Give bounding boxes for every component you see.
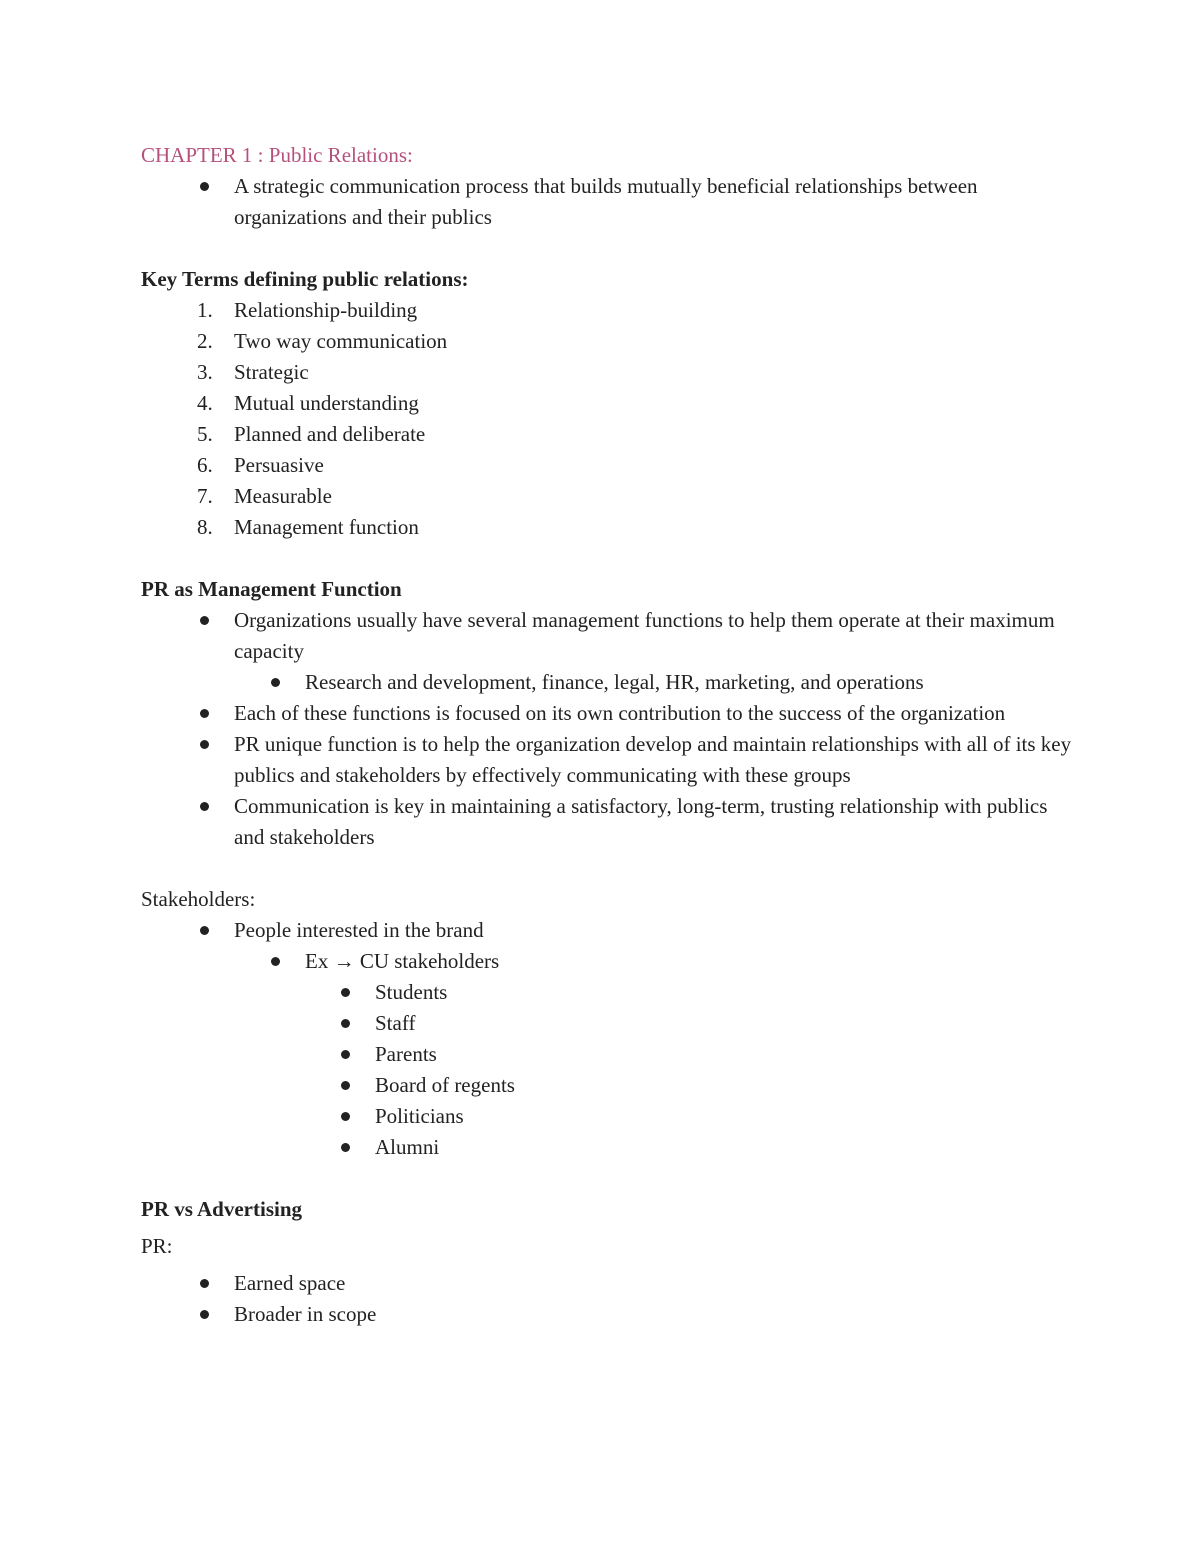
list-item: [141, 698, 1081, 729]
list-item-text: Board of regents: [375, 1073, 515, 1097]
list-item: [141, 481, 1081, 512]
list-item-text: People interested in the brand: [234, 918, 484, 942]
stakeholders-list: [141, 915, 1081, 1163]
bullet-icon: [341, 1143, 350, 1152]
list-number: 7.: [197, 484, 213, 508]
chapter-title-colon: :: [407, 143, 413, 167]
management-list: [141, 605, 1081, 853]
bullet-icon: [341, 1019, 350, 1028]
list-item: [141, 357, 1081, 388]
list-item-text: Politicians: [375, 1104, 464, 1128]
list-item-text: Two way communication: [234, 329, 448, 353]
list-number: 2.: [197, 329, 213, 353]
list-item-text: Management function: [234, 515, 419, 539]
list-item-text: Persuasive: [234, 453, 324, 477]
list-item: [141, 1008, 1081, 1039]
bullet-icon: [200, 740, 209, 749]
bullet-icon: [200, 709, 209, 718]
list-item-text: Earned space: [234, 1271, 346, 1295]
list-number: 8.: [197, 515, 213, 539]
pr-list: [141, 1268, 1081, 1330]
bullet-icon: [341, 1050, 350, 1059]
pr-label: PR:: [141, 1234, 173, 1258]
list-item: [141, 295, 1081, 326]
bullet-icon: [341, 1112, 350, 1121]
list-item: [141, 977, 1081, 1008]
bullet-icon: [341, 988, 350, 997]
list-item: [141, 388, 1081, 419]
list-item-text: Strategic: [234, 360, 309, 384]
bullet-icon: [200, 1310, 209, 1319]
list-item: [141, 667, 1081, 698]
bullet-icon: [271, 678, 280, 687]
list-number: 1.: [197, 298, 213, 322]
list-item-text: Planned and deliberate: [234, 422, 426, 446]
document-page: [141, 140, 1081, 1330]
chapter-definition-list: [141, 171, 1081, 233]
list-item-text: Alumni: [375, 1135, 440, 1159]
list-item-text: PR unique function is to help the organization develop and maintain relationships with all of its key publics and stakeholders by effectively communicating with these groups: [234, 732, 1072, 787]
stakeholders-heading: Stakeholders:: [141, 887, 256, 911]
list-number: 3.: [197, 360, 213, 384]
list-item: [141, 1268, 1081, 1299]
list-item-text: Measurable: [234, 484, 332, 508]
list-item: [141, 512, 1081, 543]
list-item: [141, 605, 1081, 667]
list-item: [141, 450, 1081, 481]
list-item: [141, 419, 1081, 450]
list-item: [141, 915, 1081, 946]
list-item-text: Mutual understanding: [234, 391, 419, 415]
list-item-text: Organizations usually have several management functions to help them operate at their maximum capacity: [234, 608, 1055, 663]
bullet-icon: [271, 957, 280, 966]
list-number: 5.: [197, 422, 213, 446]
key-terms-list: [141, 295, 1081, 543]
bullet-icon: [200, 1279, 209, 1288]
list-item: [141, 171, 1081, 233]
pr-vs-advertising-heading: PR vs Advertising: [141, 1197, 303, 1221]
list-item: [141, 1132, 1081, 1163]
list-item-text: Ex → CU stakeholders: [305, 949, 500, 973]
list-item: [141, 791, 1081, 853]
list-item-text: Parents: [375, 1042, 437, 1066]
list-item: [141, 946, 1081, 977]
list-item: [141, 1039, 1081, 1070]
bullet-icon: [341, 1081, 350, 1090]
definition-text: A strategic communication process that builds mutually beneficial relationships between organizations and their publics: [234, 174, 978, 229]
bullet-icon: [200, 926, 209, 935]
list-item-text: Staff: [375, 1011, 416, 1035]
list-item-text: Communication is key in maintaining a satisfactory, long-term, trusting relationship with publics and stakeholders: [234, 794, 1048, 849]
key-terms-heading: Key Terms defining public relations:: [141, 267, 469, 291]
list-item-text: Each of these functions is focused on its own contribution to the success of the organization: [234, 701, 1006, 725]
chapter-title: CHAPTER 1 : Public Relations: [141, 143, 408, 167]
list-item-text: Broader in scope: [234, 1302, 377, 1326]
bullet-icon: [200, 616, 209, 625]
list-item: [141, 729, 1081, 791]
list-item-text: Relationship-building: [234, 298, 418, 322]
list-item: [141, 1070, 1081, 1101]
management-heading: PR as Management Function: [141, 577, 402, 601]
bullet-icon: [200, 182, 209, 191]
list-item: [141, 326, 1081, 357]
list-item-text: Students: [375, 980, 448, 1004]
chapter-title-line: [141, 140, 1081, 171]
list-number: 6.: [197, 453, 213, 477]
list-item: [141, 1101, 1081, 1132]
list-item-text: Research and development, finance, legal, HR, marketing, and operations: [305, 670, 924, 694]
list-item: [141, 1299, 1081, 1330]
bullet-icon: [200, 802, 209, 811]
list-number: 4.: [197, 391, 213, 415]
